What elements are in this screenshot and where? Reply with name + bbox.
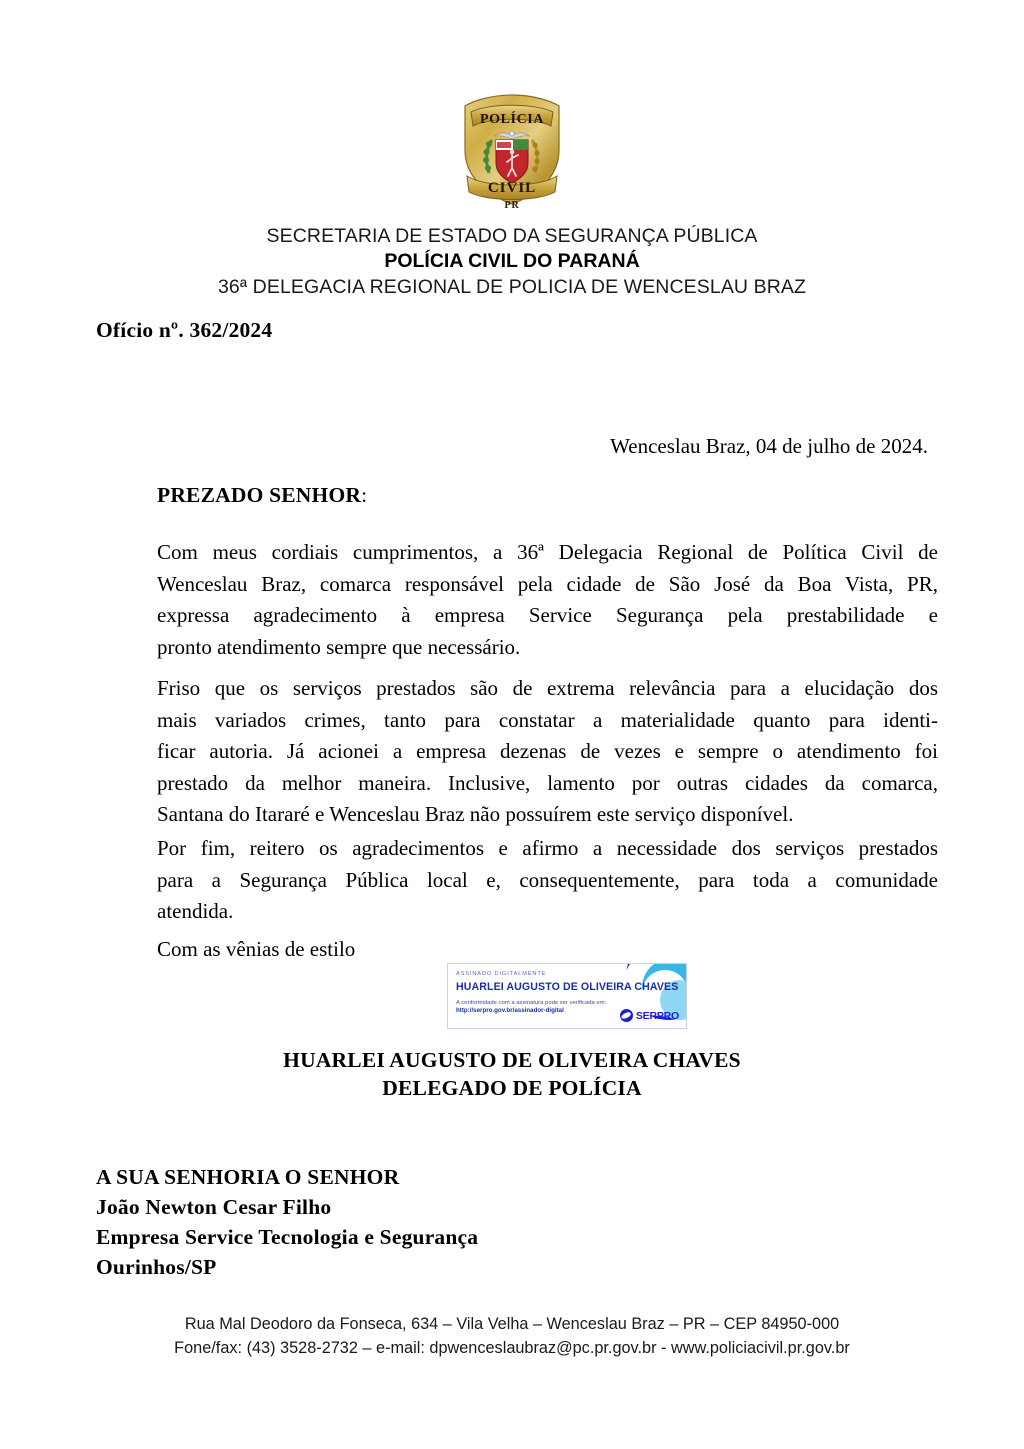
salutation-text: PREZADO SENHOR bbox=[157, 483, 362, 507]
footer-address: Rua Mal Deodoro da Fonseca, 634 – Vila Velha – Wenceslau Braz – PR – CEP 84950-000 bbox=[184, 1315, 840, 1333]
svg-text:CIVIL: CIVIL bbox=[487, 180, 537, 196]
letterhead-line-3: 36ª DELEGACIA REGIONAL DE POLICIA DE WENCESLAU BRAZ bbox=[217, 275, 807, 298]
paragraph-line: ficar autoria. Já acionei a empresa dezenas de vezes e sempre o atendimento foi bbox=[157, 739, 938, 763]
svg-text:PR: PR bbox=[504, 200, 520, 211]
badge-container bbox=[0, 0, 1024, 212]
stamp-verification-url[interactable]: http://serpro.gov.br/assinador-digital bbox=[456, 1007, 564, 1014]
svg-text:POLÍCIA: POLÍCIA bbox=[479, 112, 545, 127]
addressee-block bbox=[96, 1162, 478, 1282]
signatory-name: HUARLEI AUGUSTO DE OLIVEIRA CHAVES bbox=[283, 1048, 741, 1072]
letterhead-line-1: SECRETARIA DE ESTADO DA SEGURANÇA PÚBLICA bbox=[266, 225, 758, 247]
signatory-role: DELEGADO DE POLÍCIA bbox=[382, 1076, 642, 1100]
paragraph-line: Por fim, reitero os agradecimentos e afirmo a necessidade dos serviços prestados bbox=[157, 836, 938, 860]
page-footer bbox=[0, 1312, 1024, 1360]
serpro-mark-icon bbox=[620, 1009, 633, 1022]
policia-civil-pr-badge-icon bbox=[451, 88, 573, 212]
digital-signature-stamp bbox=[447, 963, 687, 1029]
paragraph-line: mais variados crimes, tanto para constatar a materialidade quanto para identi- bbox=[157, 707, 938, 732]
paragraph-line: pronto atendimento sempre que necessário. bbox=[157, 634, 521, 659]
addressee-city: Ourinhos/SP bbox=[96, 1255, 217, 1279]
place-and-date: Wenceslau Braz, 04 de julho de 2024. bbox=[610, 434, 928, 458]
serpro-logo-icon bbox=[620, 1009, 679, 1022]
body-paragraph-2 bbox=[157, 673, 938, 831]
stamp-signer-name: HUARLEI AUGUSTO DE OLIVEIRA CHAVES bbox=[456, 981, 679, 993]
closing-line: Com as vênias de estilo bbox=[157, 937, 356, 961]
serpro-wordmark: SERPRO bbox=[635, 1009, 679, 1022]
footer-contact: Fone/fax: (43) 3528-2732 – e-mail: dpwenceslaubraz@pc.pr.gov.br - www.policiacivil.pr.gov.br bbox=[174, 1339, 850, 1357]
letterhead bbox=[0, 224, 1024, 300]
stamp-verification-text: A conformidade com a assinatura pode ser verificada em: bbox=[456, 1000, 607, 1006]
addressee-title: A SUA SENHORIA O SENHOR bbox=[96, 1165, 400, 1189]
body-paragraph-3 bbox=[157, 833, 938, 928]
paragraph-line: para a Segurança Pública local e, consequentemente, para toda a comunidade bbox=[157, 867, 938, 892]
paragraph-line: Santana do Itararé e Wenceslau Braz não possuírem este serviço disponível. bbox=[157, 802, 794, 826]
addressee-name: João Newton Cesar Filho bbox=[96, 1195, 332, 1219]
paragraph-line: Wenceslau Braz, comarca responsável pela cidade de São José da Boa Vista, PR, bbox=[157, 571, 938, 596]
paragraph-line: prestado da melhor maneira. Inclusive, lamento por outras cidades da comarca, bbox=[157, 770, 938, 795]
salutation bbox=[157, 483, 367, 508]
paragraph-line: Com meus cordiais cumprimentos, a 36ª Delegacia Regional de Política Civil de bbox=[157, 540, 938, 564]
letterhead-line-2: POLÍCIA CIVIL DO PARANÁ bbox=[384, 250, 640, 273]
paragraph-line: Friso que os serviços prestados são de extrema relevância para a elucidação dos bbox=[157, 676, 938, 700]
body-paragraph-1 bbox=[157, 537, 938, 663]
paragraph-line: expressa agradecimento à empresa Service Segurança pela prestabilidade e bbox=[157, 603, 938, 627]
oficio-reference-number: Ofício nº. 362/2024 bbox=[96, 318, 273, 342]
stamp-assinado-label: ASSINADO DIGITALMENTE bbox=[456, 971, 547, 977]
salutation-colon: : bbox=[361, 483, 368, 507]
addressee-company: Empresa Service Tecnologia e Segurança bbox=[96, 1225, 479, 1249]
signature-block bbox=[0, 1048, 1024, 1101]
paragraph-line: atendida. bbox=[157, 899, 234, 923]
